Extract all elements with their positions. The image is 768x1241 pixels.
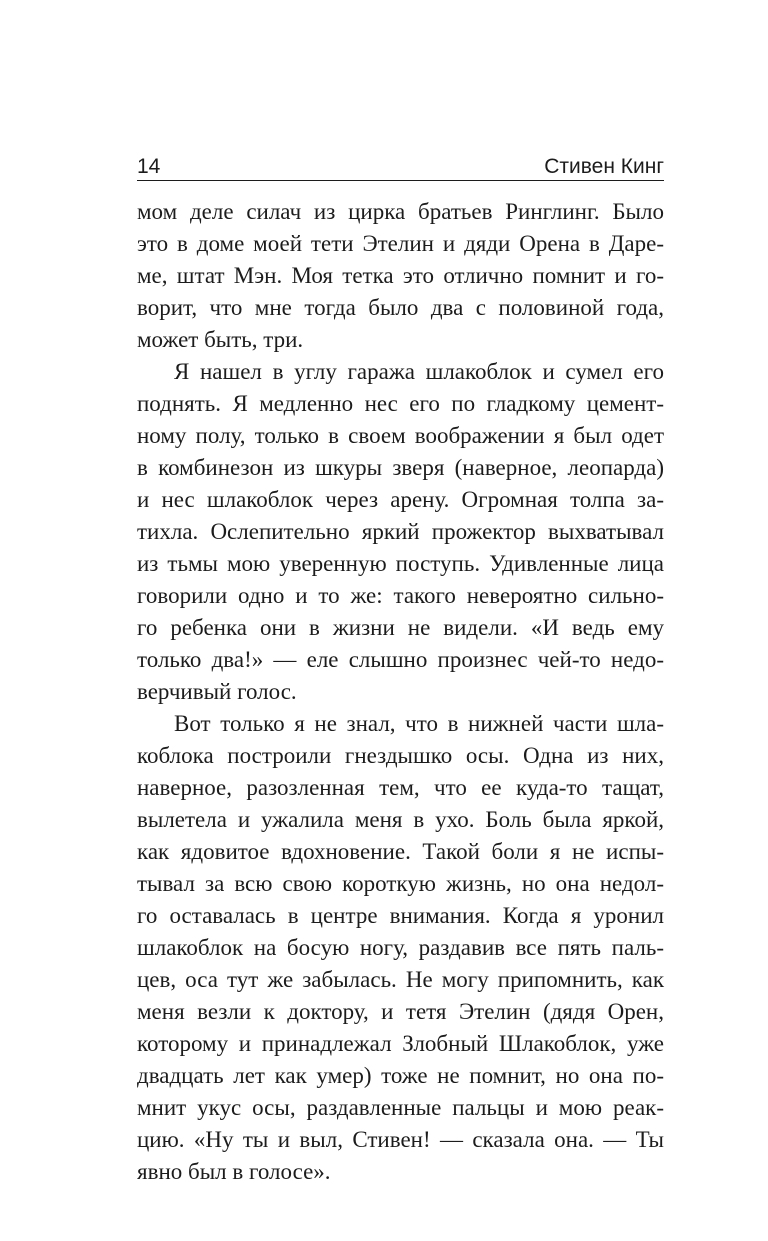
text-line: цев, оса тут же забылась. Не могу припомнить, как <box>137 967 664 992</box>
text-line: поднять. Я медленно нес его по гладкому цемент- <box>137 391 664 416</box>
running-header <box>137 150 664 182</box>
paragraph <box>137 356 664 708</box>
text-line: верчивый голос. <box>137 679 297 704</box>
text-line: цию. «Ну ты и выл, Стивен! — сказала она. — Ты <box>137 1127 664 1152</box>
text-line: двадцать лет как умер) тоже не помнит, но она по- <box>137 1063 664 1088</box>
text-line: Вот только я не знал, что в нижней части шла- <box>174 711 664 736</box>
text-line: ме, штат Мэн. Моя тетка это отлично помнит и го- <box>137 263 664 288</box>
text-line: наверное, разозленная тем, что ее куда-то тащат, <box>137 775 664 800</box>
text-line: мом деле силач из цирка братьев Ринглинг. Было <box>137 199 664 224</box>
text-line: меня везли к доктору, и тетя Этелин (дядя Орен, <box>137 999 664 1024</box>
paragraph <box>137 708 664 1188</box>
page-number: 14 <box>137 155 161 178</box>
text-line: коблока построили гнездышко осы. Одна из них, <box>137 743 664 768</box>
text-line: го ребенка они в жизни не видели. «И ведь ему <box>137 615 664 640</box>
text-line: Я нашел в углу гаража шлакоблок и сумел его <box>174 359 664 384</box>
text-line: тихла. Ослепительно яркий прожектор выхватывал <box>137 519 664 544</box>
text-line: это в доме моей тети Этелин и дяди Орена в Даре- <box>137 231 664 256</box>
text-line: из тьмы мою уверенную поступь. Удивленные лица <box>137 551 664 576</box>
text-line: как ядовитое вдохновение. Такой боли я не испы- <box>137 839 664 864</box>
text-line: может быть, три. <box>137 327 304 352</box>
body-text <box>137 196 664 1188</box>
text-line: и нес шлакоблок через арену. Огромная толпа за- <box>137 487 664 512</box>
text-line: шлакоблок на босую ногу, раздавив все пять паль- <box>137 935 664 960</box>
text-line: мнит укус осы, раздавленные пальцы и мою реак- <box>137 1095 664 1120</box>
text-line: ному полу, только в своем воображении я был одет <box>137 423 664 448</box>
text-line: ворит, что мне тогда было два с половиной года, <box>137 295 664 320</box>
text-line: только два!» — еле слышно произнес чей-то недо- <box>137 647 664 672</box>
running-title: Стивен Кинг <box>544 155 664 178</box>
text-line: тывал за всю свою короткую жизнь, но она недол- <box>137 871 664 896</box>
text-line: явно был в голосе». <box>137 1159 331 1184</box>
text-line: которому и принадлежал Злобный Шлакоблок, уже <box>137 1031 664 1056</box>
text-line: вылетела и ужалила меня в ухо. Боль была яркой, <box>137 807 664 832</box>
text-line: в комбинезон из шкуры зверя (наверное, леопарда) <box>137 455 664 480</box>
text-line: говорили одно и то же: такого невероятно сильно- <box>137 583 664 608</box>
text-line: го оставалась в центре внимания. Когда я уронил <box>137 903 664 928</box>
header-rule <box>137 180 664 181</box>
paragraph <box>137 196 664 356</box>
